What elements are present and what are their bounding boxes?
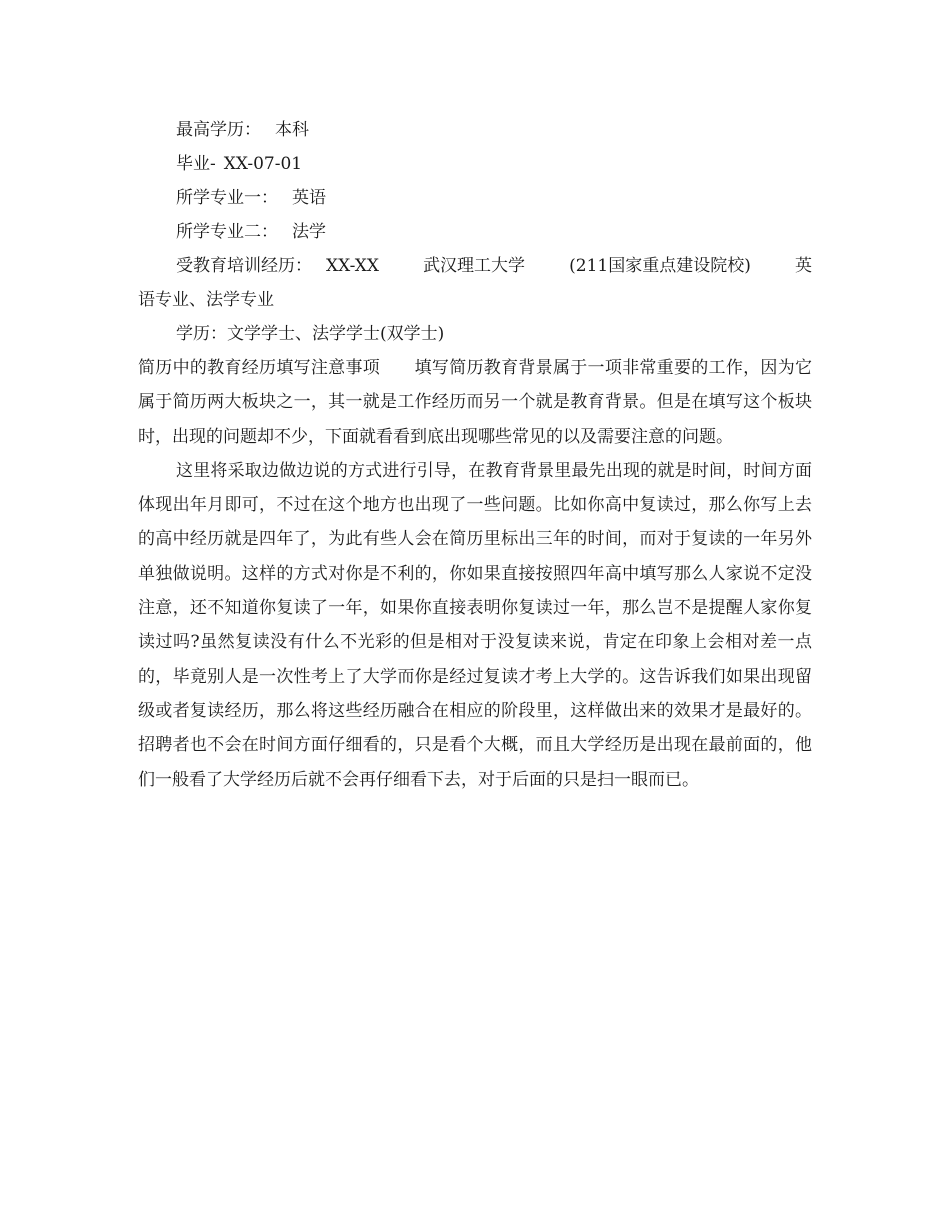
major-two-value: 法学: [292, 222, 326, 242]
training-major-start: 英: [795, 256, 812, 276]
training-school: 武汉理工大学: [423, 256, 526, 276]
graduation-row: [138, 147, 812, 181]
graduation-value: XX-07-01: [223, 154, 303, 174]
education-level-row: [138, 113, 812, 147]
document-body: [138, 113, 812, 797]
training-school-note: (211国家重点建设院校): [569, 256, 751, 276]
training-period: XX-XX: [326, 256, 379, 276]
training-label: 受教育培训经历：: [176, 256, 312, 276]
major-one-value: 英语: [292, 188, 326, 208]
major-two-label: 所学专业二：: [176, 222, 278, 242]
major-two-row: [138, 215, 812, 249]
training-major-continued: 语专业、法学专业: [138, 290, 274, 310]
education-level-label: 最高学历：: [176, 120, 261, 140]
training-row: [138, 249, 812, 283]
major-one-row: [138, 181, 812, 215]
training-label-and-period: [176, 249, 379, 283]
degree-line: 学历：文学学士、法学学士(双学士): [176, 324, 445, 344]
article-paragraph-2: 这里将采取边做边说的方式进行引导，在教育背景里最先出现的就是时间，时间方面体现出年月即可，不过在这个地方也出现了一些问题。比如你高中复读过，那么你写上去的高中经历就是四年了，为此有些人会在简历里标出三年的时间，而对于复读的一年另外单独做说明。这样的方式对你是不利的，你如果直接按照四年高中填写那么人家说不定没注意，还不知道你复读了一年，如果你直接表明你复读过一年，那么岂不是提醒人家你复读过吗?虽然复读没有什么不光彩的但是相对于没复读来说，肯定在印象上会相对差一点的，毕竟别人是一次性考上了大学而你是经过复读才考上大学的。这告诉我们如果出现留级或者复读经历，那么将这些经历融合在相应的阶段里，这样做出来的效果才是最好的。招聘者也不会在时间方面仔细看的，只是看个大概，而且大学经历是出现在最前面的，他们一般看了大学经历后就不会再仔细看下去，对于后面的只是扫一眼而已。: [138, 460, 812, 790]
education-level-value: 本科: [275, 120, 309, 140]
graduation-label: 毕业-: [176, 154, 216, 174]
article-paragraph-1: 简历中的教育经历填写注意事项 填写简历教育背景属于一项非常重要的工作，因为它属于简历两大板块之一，其一就是工作经历而另一个就是教育背景。但是在填写这个板块时，出现的问题却不少，下面就看看到底出现哪些常见的以及需要注意的问题。: [138, 358, 812, 447]
major-one-label: 所学专业一：: [176, 188, 278, 208]
